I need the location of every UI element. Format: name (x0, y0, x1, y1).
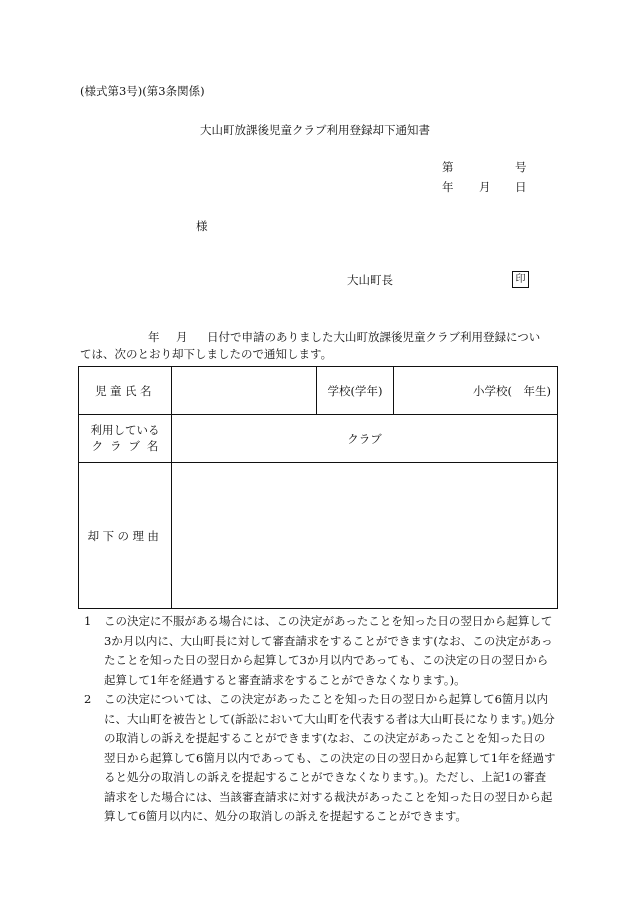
document-title: 大山町放課後児童クラブ利用登録却下通知書 (200, 123, 430, 137)
intro-year: 年 (148, 330, 160, 344)
reason-row (79, 463, 558, 609)
club-label-line-1: 利用している (90, 422, 160, 437)
child-name-row (79, 367, 558, 415)
child-name-value (172, 367, 317, 415)
issuer-name: 大山町長 (347, 273, 393, 287)
intro-month: 月 (176, 330, 188, 344)
intro-text: 日付で申請のありました大山町放課後児童クラブ利用登録につい (207, 330, 541, 344)
school-grade-value: 小学校( 年生) (394, 367, 558, 415)
date-day: 日 (515, 180, 527, 194)
date-year: 年 (442, 180, 454, 194)
form-number: (様式第3号)(第3条関係) (80, 84, 205, 98)
notification-table (78, 366, 558, 609)
note-2-text: この決定については、この決定があったことを知った日の翌日から起算して6箇月以内に、大山町を被告として(訴訟において大山町を代表する者は大山町長になります。)処分の取消しの訴えを提起することができます(なお、この決定があったことを知った日の翌日から起算して6箇月以内であっても、この決定の日の翌日から起算して1年を経過すると処分の取消しの訴えを提起することができなくなります。)。ただし、上記1の審査請求をした場合には、当該審査請求に対する裁決があったことを知った日の翌日から起算して6箇月以内に、処分の取消しの訴えを提起することができます。 (104, 692, 556, 823)
addressee-honorific: 様 (196, 219, 208, 233)
reason-value (172, 463, 558, 609)
club-row (79, 415, 558, 463)
club-label-line-2: クラブ名 (91, 438, 166, 453)
club-label (79, 415, 172, 463)
note-1 (84, 612, 556, 690)
number-prefix: 第 (442, 160, 454, 174)
note-1-number: 1 (84, 614, 92, 628)
reason-label: 却下の理由 (79, 463, 172, 609)
school-grade-label: 学校(学年) (317, 367, 394, 415)
club-value: クラブ (172, 415, 558, 463)
child-name-label: 児童氏名 (79, 367, 172, 415)
note-1-text: この決定に不服がある場合には、この決定があったことを知った日の翌日から起算して3か月以内に、大山町長に対して審査請求をすることができます(なお、この決定があったことを知った日の翌日から起算して3か月以内であっても、この決定の日の翌日から起算して1年を経過すると審査請求をすることができなくなります。)。 (104, 614, 553, 687)
number-suffix: 号 (515, 160, 527, 174)
note-2 (84, 690, 556, 827)
note-2-number: 2 (84, 692, 92, 706)
date-month: 月 (479, 180, 491, 194)
intro-line-2: ては、次のとおり却下しましたので通知します。 (80, 347, 333, 361)
seal-mark: 印 (512, 271, 529, 288)
appeal-notes (84, 612, 556, 827)
